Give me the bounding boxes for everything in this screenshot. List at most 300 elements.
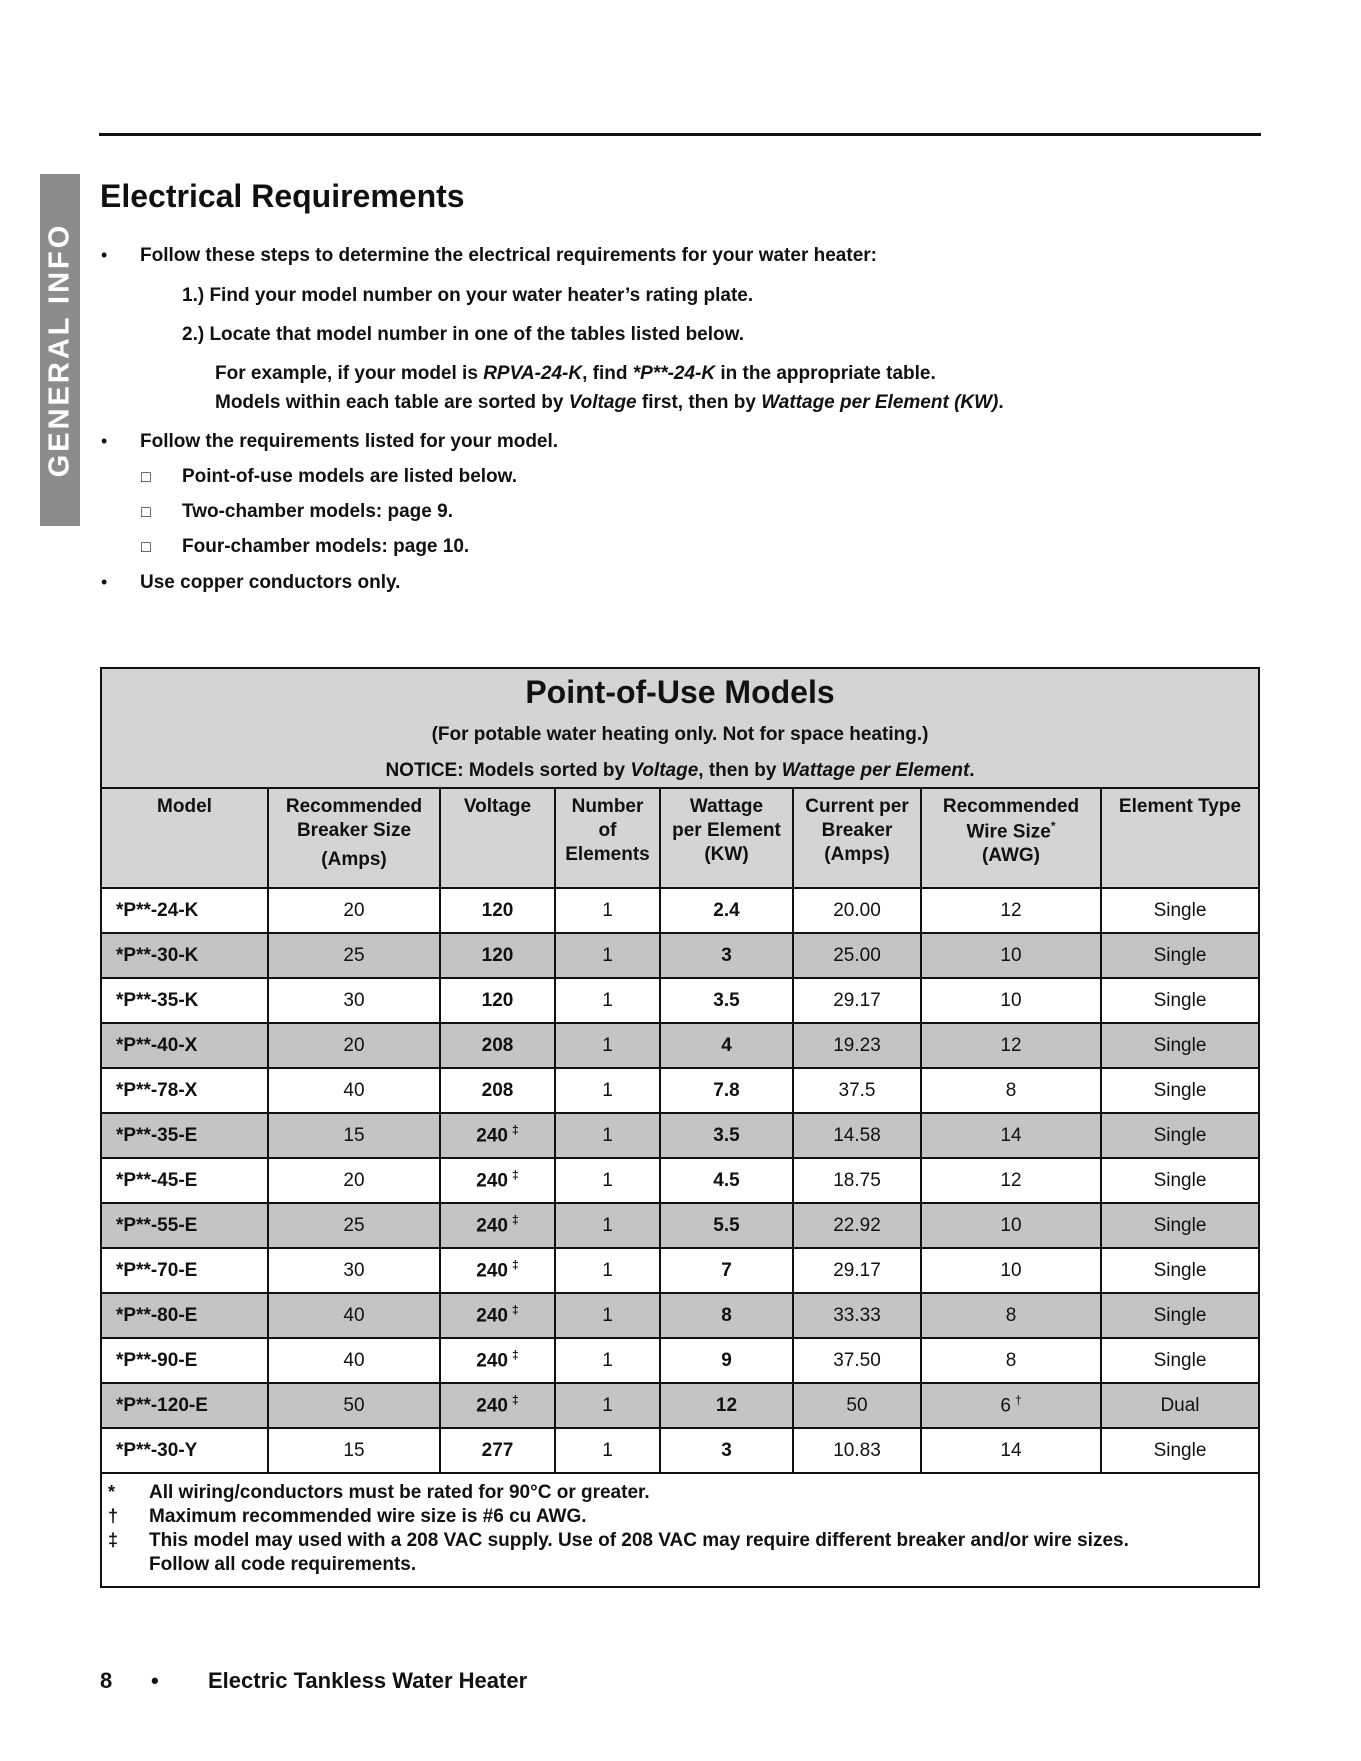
cell-value: 208 xyxy=(481,1079,514,1101)
text: (KW) xyxy=(704,843,749,865)
cell-breaker xyxy=(268,1248,440,1293)
table-subtitle: (For potable water heating only. Not for space heating.) xyxy=(431,724,929,745)
footnote-symbol: ‡ xyxy=(108,1530,119,1550)
cell-value: Single xyxy=(1153,1079,1207,1101)
cell-breaker xyxy=(268,1158,440,1203)
cell-model xyxy=(102,1248,268,1293)
cell-breaker xyxy=(268,933,440,978)
text: (Amps) xyxy=(321,848,387,870)
point-of-use-table xyxy=(100,667,1260,1588)
cell-current xyxy=(793,1203,921,1248)
header-row xyxy=(102,789,1258,888)
cell-type xyxy=(1101,1068,1258,1113)
cell-wattage xyxy=(660,888,793,933)
text: (Amps) xyxy=(824,843,890,865)
col-header-breaker xyxy=(268,789,440,888)
text: Element Type xyxy=(1118,796,1242,817)
cell-value: *P**-30-K xyxy=(116,944,199,966)
cell-value: 12 xyxy=(1000,1034,1022,1056)
cell-value: 20 xyxy=(343,1034,365,1056)
col-header-model xyxy=(102,789,268,888)
cell-type xyxy=(1101,1113,1258,1158)
cell-model xyxy=(102,1428,268,1473)
cell-wire xyxy=(921,1023,1101,1068)
cell-voltage xyxy=(440,1428,555,1473)
footnote-mark: ‡ xyxy=(512,1303,519,1318)
cell-type xyxy=(1101,1383,1258,1428)
cell-wattage xyxy=(660,1383,793,1428)
cell-elements xyxy=(555,1383,660,1428)
cell-value: 22.92 xyxy=(833,1214,881,1236)
cell-wattage xyxy=(660,1068,793,1113)
cell-value: 8 xyxy=(721,1304,732,1326)
cell-current xyxy=(793,1023,921,1068)
cell-value: 10 xyxy=(1000,1259,1022,1281)
cell-wire xyxy=(921,1158,1101,1203)
cell-current xyxy=(793,888,921,933)
cell-elements xyxy=(555,1203,660,1248)
cell-value: 25.00 xyxy=(833,944,881,966)
cell-value: 33.33 xyxy=(833,1304,881,1326)
cell-breaker xyxy=(268,1338,440,1383)
cell-wattage xyxy=(660,1158,793,1203)
cell-value: 20 xyxy=(343,899,365,921)
cell-elements xyxy=(555,933,660,978)
page-number: 8 xyxy=(100,1668,113,1693)
cell-value: *P**-55-E xyxy=(116,1214,198,1236)
cell-value: *P**-35-E xyxy=(116,1124,198,1146)
cell-value: 8 xyxy=(1005,1304,1017,1326)
cell-wire xyxy=(921,978,1101,1023)
cell-voltage xyxy=(440,1023,555,1068)
cell-wire xyxy=(921,1338,1101,1383)
cell-type xyxy=(1101,1248,1258,1293)
text: per Element xyxy=(672,819,781,841)
cell-elements xyxy=(555,1113,660,1158)
cell-value: *P**-90-E xyxy=(116,1349,198,1371)
col-header-wire xyxy=(921,789,1101,888)
cell-type xyxy=(1101,933,1258,978)
text: Voltage xyxy=(463,796,532,817)
table-row xyxy=(102,1068,1258,1113)
cell-wattage xyxy=(660,1023,793,1068)
text: (AWG) xyxy=(981,844,1041,866)
text: RPVA-24-K xyxy=(483,363,583,384)
cell-value: Single xyxy=(1153,1034,1207,1056)
cell-value: 5.5 xyxy=(713,1214,740,1236)
cell-breaker xyxy=(268,888,440,933)
cell-value: Single xyxy=(1153,1124,1207,1146)
table-title: Point-of-Use Models xyxy=(525,674,835,710)
step-1: 1.) Find your model number on your water heater’s rating plate. xyxy=(182,285,754,306)
cell-elements xyxy=(555,1338,660,1383)
cell-value: 50 xyxy=(846,1394,868,1416)
cell-value: 4 xyxy=(721,1034,732,1056)
cell-value: 1 xyxy=(602,1124,613,1146)
table-row xyxy=(102,1203,1258,1248)
table-row xyxy=(102,1158,1258,1203)
cell-value: *P**-24-K xyxy=(116,899,199,921)
footnote-text: Follow all code requirements. xyxy=(149,1554,417,1575)
cell-value: 6 xyxy=(1000,1395,1011,1417)
text: of xyxy=(598,819,617,841)
text: Recommended xyxy=(285,796,423,817)
cell-breaker xyxy=(268,1293,440,1338)
cell-current xyxy=(793,1383,921,1428)
cell-wire xyxy=(921,1068,1101,1113)
section-tab-label: GENERAL INFO xyxy=(43,222,76,478)
cell-current xyxy=(793,1248,921,1293)
cell-wire xyxy=(921,1293,1101,1338)
cell-value: 4.5 xyxy=(713,1169,740,1191)
cell-value: 240 xyxy=(476,1215,508,1237)
cell-value: 277 xyxy=(481,1439,514,1461)
cell-type xyxy=(1101,1158,1258,1203)
cell-model xyxy=(102,1203,268,1248)
checkbox-icon: □ xyxy=(141,539,151,556)
sub-item: Two-chamber models: page 9. xyxy=(182,501,453,522)
footnote-text: All wiring/conductors must be rated for 90°C or greater. xyxy=(149,1482,650,1503)
cell-value: 1 xyxy=(602,944,613,966)
cell-value: 30 xyxy=(343,1259,365,1281)
footnote-mark: ‡ xyxy=(512,1348,519,1363)
cell-value: Single xyxy=(1153,899,1207,921)
text: *P**-24-K xyxy=(632,363,716,384)
cell-value: 12 xyxy=(1000,1169,1022,1191)
cell-value: Single xyxy=(1153,1214,1207,1236)
cell-value: Single xyxy=(1153,1169,1207,1191)
bullet-icon: • xyxy=(101,431,108,451)
text: Wattage per Element (KW) xyxy=(761,392,999,413)
data-table xyxy=(102,789,1258,1474)
cell-value: 15 xyxy=(343,1124,365,1146)
cell-value: 50 xyxy=(343,1394,365,1416)
cell-voltage xyxy=(440,933,555,978)
text: Voltage xyxy=(568,392,637,413)
cell-value: 10 xyxy=(1000,1214,1022,1236)
footer-separator: • xyxy=(151,1668,159,1693)
cell-value: 3.5 xyxy=(713,1124,740,1146)
cell-value: 20.00 xyxy=(833,899,881,921)
cell-value: 1 xyxy=(602,899,613,921)
cell-value: *P**-120-E xyxy=(116,1394,208,1416)
cell-model xyxy=(102,1293,268,1338)
sub-item: Four-chamber models: page 10. xyxy=(182,536,470,557)
cell-wire xyxy=(921,933,1101,978)
cell-value: 1 xyxy=(602,1214,613,1236)
cell-value: *P**-35-K xyxy=(116,989,199,1011)
cell-value: 240 xyxy=(476,1260,508,1282)
cell-wattage xyxy=(660,1113,793,1158)
cell-value: 3.5 xyxy=(713,989,740,1011)
cell-value: 40 xyxy=(343,1349,365,1371)
cell-wattage xyxy=(660,1248,793,1293)
cell-elements xyxy=(555,978,660,1023)
cell-wire xyxy=(921,1248,1101,1293)
cell-value: 240 xyxy=(476,1395,508,1417)
cell-wire xyxy=(921,888,1101,933)
top-rule xyxy=(99,133,1261,136)
sub-item: Point-of-use models are listed below. xyxy=(182,466,518,487)
cell-breaker xyxy=(268,1023,440,1068)
sort-line xyxy=(215,392,1004,414)
text: . xyxy=(998,392,1004,413)
cell-value: Single xyxy=(1153,944,1207,966)
cell-wattage xyxy=(660,1428,793,1473)
cell-wattage xyxy=(660,1338,793,1383)
cell-type xyxy=(1101,1338,1258,1383)
cell-value: Single xyxy=(1153,1349,1207,1371)
cell-breaker xyxy=(268,1203,440,1248)
cell-value: 208 xyxy=(481,1034,514,1056)
text: Elements xyxy=(565,843,650,865)
cell-value: 1 xyxy=(602,1349,613,1371)
cell-wire xyxy=(921,1113,1101,1158)
cell-value: 25 xyxy=(343,1214,365,1236)
cell-voltage xyxy=(440,1158,555,1203)
cell-value: 14 xyxy=(1000,1124,1022,1146)
checkbox-icon: □ xyxy=(141,504,151,521)
cell-wire xyxy=(921,1383,1101,1428)
cell-model xyxy=(102,978,268,1023)
cell-model xyxy=(102,888,268,933)
cell-value: 30 xyxy=(343,989,365,1011)
cell-value: 3 xyxy=(721,944,732,966)
col-header-type xyxy=(1101,789,1258,888)
text: . xyxy=(969,760,975,781)
col-header-current xyxy=(793,789,921,888)
checkbox-icon: □ xyxy=(141,469,151,486)
cell-value: 2.4 xyxy=(713,899,740,921)
footnote-mark: † xyxy=(1014,1393,1022,1408)
cell-model xyxy=(102,1113,268,1158)
text: Breaker Size xyxy=(296,819,412,841)
cell-current xyxy=(793,933,921,978)
cell-value: Single xyxy=(1153,989,1207,1011)
cell-voltage xyxy=(440,1113,555,1158)
text: For example, if your model is xyxy=(215,363,484,384)
footnote-text: Maximum recommended wire size is #6 cu AWG. xyxy=(149,1506,587,1527)
cell-value: 37.5 xyxy=(838,1079,876,1101)
bullet-icon: • xyxy=(101,245,108,265)
table-row xyxy=(102,933,1258,978)
table-row xyxy=(102,1428,1258,1473)
footnote-mark: ‡ xyxy=(512,1168,519,1183)
cell-breaker xyxy=(268,1113,440,1158)
cell-current xyxy=(793,1428,921,1473)
cell-value: 9 xyxy=(721,1349,732,1371)
text: , then by xyxy=(698,760,782,781)
cell-voltage xyxy=(440,1383,555,1428)
cell-wattage xyxy=(660,1203,793,1248)
cell-voltage xyxy=(440,1293,555,1338)
cell-voltage xyxy=(440,1068,555,1113)
text: , find xyxy=(582,363,633,384)
cell-voltage xyxy=(440,1248,555,1293)
cell-value: *P**-80-E xyxy=(116,1304,198,1326)
cell-value: 1 xyxy=(602,1439,613,1461)
text: in the appropriate table. xyxy=(715,363,936,384)
cell-value: 14.58 xyxy=(833,1124,881,1146)
cell-type xyxy=(1101,888,1258,933)
cell-model xyxy=(102,1338,268,1383)
footnote-text: This model may used with a 208 VAC supply. Use of 208 VAC may require different breaker and/or wire sizes. xyxy=(149,1530,1129,1551)
cell-current xyxy=(793,1158,921,1203)
text: Model xyxy=(157,796,212,817)
cell-value: 240 xyxy=(476,1305,508,1327)
cell-elements xyxy=(555,1428,660,1473)
cell-value: 40 xyxy=(343,1079,365,1101)
col-header-elements xyxy=(555,789,660,888)
cell-value: *P**-45-E xyxy=(116,1169,198,1191)
table-body xyxy=(102,888,1258,1473)
cell-value: Dual xyxy=(1160,1394,1200,1416)
cell-model xyxy=(102,1068,268,1113)
cell-value: 240 xyxy=(476,1125,508,1147)
cell-type xyxy=(1101,1428,1258,1473)
cell-value: 8 xyxy=(1005,1079,1017,1101)
cell-value: 1 xyxy=(602,989,613,1011)
cell-elements xyxy=(555,1248,660,1293)
cell-breaker xyxy=(268,978,440,1023)
cell-value: 120 xyxy=(481,944,514,966)
cell-wire xyxy=(921,1428,1101,1473)
text: Wattage per Element xyxy=(781,760,970,781)
cell-model xyxy=(102,933,268,978)
cell-value: 7 xyxy=(721,1259,732,1281)
cell-elements xyxy=(555,1068,660,1113)
cell-model xyxy=(102,1383,268,1428)
step-2: 2.) Locate that model number in one of the tables listed below. xyxy=(182,324,744,345)
footnote-mark: ‡ xyxy=(512,1213,519,1228)
cell-value: 25 xyxy=(343,944,365,966)
col-header-wattage xyxy=(660,789,793,888)
instruction-line: Follow these steps to determine the electrical requirements for your water heater: xyxy=(140,245,877,266)
cell-model xyxy=(102,1158,268,1203)
table-footnotes xyxy=(102,1474,1258,1586)
cell-value: *P**-70-E xyxy=(116,1259,198,1281)
cell-value: 120 xyxy=(481,989,514,1011)
table-row xyxy=(102,1113,1258,1158)
cell-breaker xyxy=(268,1068,440,1113)
cell-value: 29.17 xyxy=(833,989,881,1011)
table-row xyxy=(102,978,1258,1023)
cell-type xyxy=(1101,1293,1258,1338)
table-row xyxy=(102,1023,1258,1068)
cell-wattage xyxy=(660,978,793,1023)
cell-voltage xyxy=(440,978,555,1023)
cell-value: 37.50 xyxy=(833,1349,881,1371)
cell-value: 18.75 xyxy=(833,1169,881,1191)
cell-voltage xyxy=(440,1203,555,1248)
table-banner xyxy=(102,669,1258,789)
cell-elements xyxy=(555,1158,660,1203)
cell-value: 10 xyxy=(1000,989,1022,1011)
cell-value: 1 xyxy=(602,1034,613,1056)
text: first, then by xyxy=(636,392,762,413)
text: Voltage xyxy=(630,760,699,781)
text: Recommended xyxy=(942,796,1080,817)
text: Current per xyxy=(805,796,909,817)
text: Models within each table are sorted by xyxy=(215,392,569,413)
table-row xyxy=(102,1293,1258,1338)
cell-value: Single xyxy=(1153,1304,1207,1326)
text: Wattage xyxy=(689,796,764,817)
cell-wire xyxy=(921,1203,1101,1248)
cell-type xyxy=(1101,1203,1258,1248)
cell-value: 12 xyxy=(1000,899,1022,921)
cell-current xyxy=(793,1338,921,1383)
cell-value: 15 xyxy=(343,1439,365,1461)
table-row xyxy=(102,1338,1258,1383)
cell-wattage xyxy=(660,933,793,978)
cell-value: 240 xyxy=(476,1350,508,1372)
cell-type xyxy=(1101,978,1258,1023)
cell-value: 1 xyxy=(602,1169,613,1191)
cell-value: 240 xyxy=(476,1170,508,1192)
cell-value: 1 xyxy=(602,1304,613,1326)
cell-value: 1 xyxy=(602,1259,613,1281)
cell-current xyxy=(793,1113,921,1158)
cell-model xyxy=(102,1023,268,1068)
example-line xyxy=(215,363,936,385)
cell-value: 40 xyxy=(343,1304,365,1326)
cell-elements xyxy=(555,1293,660,1338)
footnote-mark: * xyxy=(1050,818,1056,833)
section-tab xyxy=(40,174,80,526)
text: NOTICE: Models sorted by xyxy=(385,760,631,781)
cell-current xyxy=(793,1068,921,1113)
cell-value: 10.83 xyxy=(833,1439,881,1461)
instruction-line: Follow the requirements listed for your model. xyxy=(140,431,559,452)
text: Number xyxy=(571,796,644,817)
footnote-mark: ‡ xyxy=(512,1393,519,1408)
page-title: Electrical Requirements xyxy=(100,178,465,214)
cell-wattage xyxy=(660,1293,793,1338)
cell-value: *P**-78-X xyxy=(116,1079,198,1101)
cell-elements xyxy=(555,1023,660,1068)
cell-voltage xyxy=(440,1338,555,1383)
cell-current xyxy=(793,978,921,1023)
footnote-mark: ‡ xyxy=(512,1258,519,1273)
cell-value: Single xyxy=(1153,1259,1207,1281)
cell-value: 19.23 xyxy=(833,1034,881,1056)
cell-current xyxy=(793,1293,921,1338)
cell-value: 14 xyxy=(1000,1439,1022,1461)
cell-value: 10 xyxy=(1000,944,1022,966)
table-notice xyxy=(102,760,1258,782)
text: Breaker xyxy=(821,819,893,841)
cell-value: 120 xyxy=(481,899,514,921)
cell-value: 1 xyxy=(602,1394,613,1416)
cell-value: 3 xyxy=(721,1439,732,1461)
table-row xyxy=(102,1248,1258,1293)
cell-value: 8 xyxy=(1005,1349,1017,1371)
cell-voltage xyxy=(440,888,555,933)
table-row xyxy=(102,1383,1258,1428)
cell-elements xyxy=(555,888,660,933)
cell-value: Single xyxy=(1153,1439,1207,1461)
footnote-mark: ‡ xyxy=(512,1123,519,1138)
cell-breaker xyxy=(268,1428,440,1473)
cell-value: 12 xyxy=(715,1394,738,1416)
table-row xyxy=(102,888,1258,933)
cell-value: 7.8 xyxy=(713,1079,740,1101)
cell-value: *P**-40-X xyxy=(116,1034,198,1056)
footnote-symbol: * xyxy=(108,1482,116,1502)
cell-value: *P**-30-Y xyxy=(116,1439,198,1461)
footer-title: Electric Tankless Water Heater xyxy=(208,1668,528,1693)
